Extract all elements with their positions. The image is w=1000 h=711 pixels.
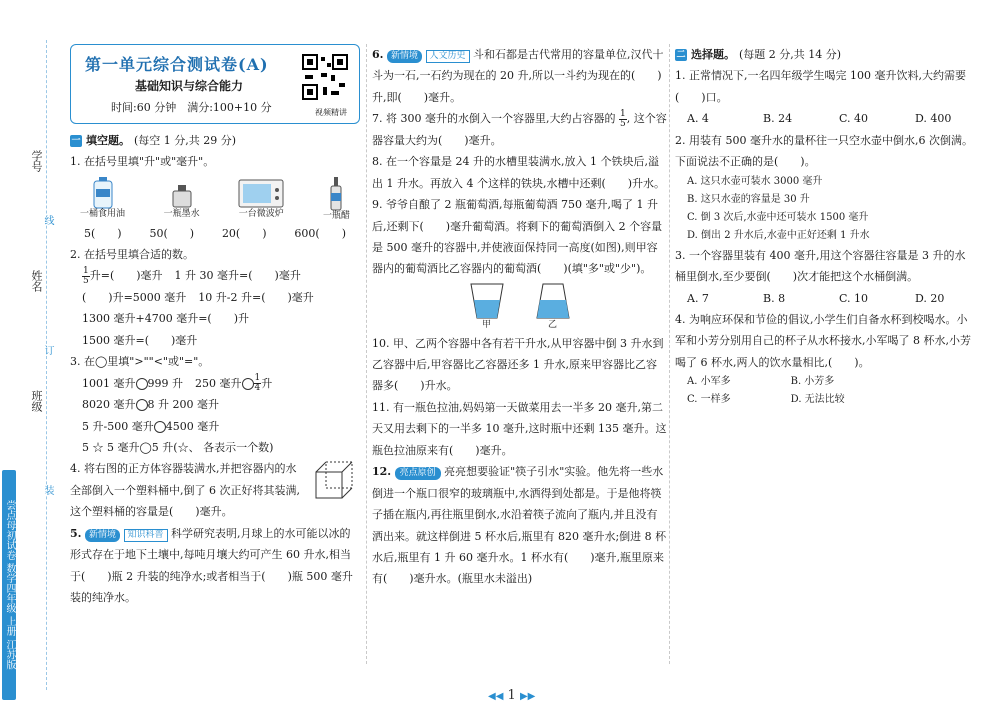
options-row <box>675 108 975 129</box>
microwave-item <box>238 177 284 223</box>
qr-caption: 视频精讲 <box>315 108 347 117</box>
item-label: 一瓶醋 <box>322 210 350 221</box>
topic-tag: 知识科普 <box>124 529 168 542</box>
section-title: 填空题。 <box>86 134 130 147</box>
qr-code-icon[interactable] <box>301 53 349 101</box>
page-subtitle: 基础知识与综合能力 <box>135 79 244 93</box>
q1-items <box>70 173 360 223</box>
section-title: 选择题。 <box>691 48 735 61</box>
q3-item: 8020 毫升 8 升 200 毫升 <box>82 398 219 412</box>
answer-blank[interactable]: 5( ) <box>84 226 122 240</box>
q3-item: 250 毫升 $\frac{1}{4}$ 升 <box>195 373 273 394</box>
question-stem: 3. 在◯里填">""<"或"="。 <box>70 355 210 369</box>
section-fill-blank <box>70 130 360 151</box>
answer-blank[interactable]: 600( ) <box>294 226 346 240</box>
series-tag: 尝点母初试卷 数学四年级 上册 江苏版 <box>2 470 16 700</box>
options-list <box>675 173 975 245</box>
new-context-tag: 新情境 <box>85 529 120 542</box>
q2-row <box>70 265 360 286</box>
option-d[interactable]: D. 无法比较 <box>790 394 845 406</box>
option-b[interactable]: B. 这只水壶的容量是 30 升 <box>687 193 810 205</box>
binding-gutter <box>0 0 70 711</box>
option-d[interactable]: D. 400 <box>915 112 952 126</box>
item-label: 一台微波炉 <box>238 208 284 219</box>
option-b[interactable]: B. 24 <box>763 112 793 126</box>
glass-a: 甲 <box>469 282 505 331</box>
ink-bottle-icon <box>170 177 194 209</box>
new-context-tag: 新情境 <box>387 50 422 63</box>
q2-item: ( )升=5000 毫升 <box>82 290 187 304</box>
item-label: 一瓶墨水 <box>163 208 200 219</box>
glass-b: 乙 <box>535 282 571 331</box>
option-c[interactable]: C. 10 <box>839 291 869 305</box>
question-stem: 2. 在括号里填合适的数。 <box>70 248 194 261</box>
next-arrow-icon: ▶▶ <box>519 691 536 702</box>
question-text: 2. 用装有 500 毫升水的量杯往一只空水壶中倒水,6 次倒满。下面说法不正确的是( )。 <box>675 133 973 169</box>
q2-row <box>70 287 360 308</box>
compare-circle[interactable] <box>242 378 254 390</box>
option-c[interactable]: C. 倒 3 次后,水壶中还可装水 1500 毫升 <box>687 211 869 223</box>
answer-blank[interactable]: 50( ) <box>149 226 195 240</box>
column-left <box>70 44 360 608</box>
fraction: $\frac{1}{5}$ <box>619 108 626 129</box>
item-label: 一桶食用油 <box>80 208 126 219</box>
topic-tag: 人文历史 <box>426 50 470 63</box>
wine-glasses-figure <box>372 282 667 331</box>
option-a[interactable]: A. 4 <box>687 112 709 126</box>
option-a[interactable]: A. 7 <box>687 291 709 305</box>
question-text: 6. 新情境 人文历史 斗和石都是古代常用的容量单位,汉代十斗为一石,一石约为现在的 20 升,所以一斗约为现在的( )升,即( )毫升。 <box>372 48 664 104</box>
question-text: 8. 在一个容量是 24 升的水槽里装满水,放入 1 个铁块后,溢出 1 升水。再放入 4 个这样的铁块,水槽中还剩( )升水。 <box>372 155 666 190</box>
q1-blanks <box>70 223 360 244</box>
option-c[interactable]: C. 40 <box>839 112 869 126</box>
question-stem: 1. 在括号里填"升"或"毫升"。 <box>70 155 215 169</box>
title-box <box>70 44 360 124</box>
option-b[interactable]: B. 小芳多 <box>790 376 835 388</box>
q3-row <box>70 373 360 394</box>
microwave-icon <box>238 177 284 209</box>
section-note: (每空 1 分,共 29 分) <box>134 134 237 147</box>
answer-blank[interactable]: 20( ) <box>221 226 267 240</box>
original-tag: 亮点原创 <box>395 467 441 480</box>
option-a[interactable]: A. 这只水壶可装水 3000 毫升 <box>687 175 823 187</box>
fraction: $\frac{1}{5}$ <box>83 265 89 286</box>
name-label: 姓名 <box>30 270 43 292</box>
question-text: 3. 一个容器里装有 400 毫升,用这个容器往容量是 3 升的水桶里倒水,至少要倒( )次才能把这个水桶倒满。 <box>675 248 966 284</box>
bind-mark: 订 <box>42 345 53 355</box>
container-a-icon <box>469 282 505 320</box>
section-multiple-choice <box>675 44 975 65</box>
column-middle <box>372 44 667 590</box>
options-list <box>675 373 975 409</box>
compare-circle[interactable] <box>136 399 148 411</box>
q2-item: 1 升 30 毫升=( )毫升 <box>174 269 301 283</box>
section-number: 一 <box>71 135 81 146</box>
option-a[interactable]: A. 小军多 <box>687 376 731 388</box>
option-d[interactable]: D. 20 <box>915 291 945 305</box>
q3-item: 5 ☆ 5 毫升◯5 升(☆、 各表示一个数) <box>82 440 274 454</box>
section-number: 二 <box>676 49 686 60</box>
oil-bucket-item <box>80 177 125 223</box>
option-d[interactable]: D. 倒出 2 升水后,水壶中正好还剩 1 升水 <box>687 229 870 241</box>
question-text: 4. 为响应环保和节俭的倡议,小学生们自备水杯到校喝水。小军和小芳分别用自己的杯子从水杯接水,小军喝了 8 杯水,小芳喝了 6 杯水,两人的饮水量相比,( )。 <box>675 312 971 369</box>
q2-item: 1300 毫升+4700 毫升=( )升 <box>82 312 249 326</box>
class-label: 班级 <box>30 390 43 412</box>
vinegar-bottle-item <box>323 177 350 223</box>
q2-item: $\frac{1}{5}$ 升=( )毫升 <box>83 265 163 286</box>
bind-mark: 装 <box>42 485 53 495</box>
question-text: 4. 将右图的正方体容器装满水,并把容器内的水全部倒入一个塑料桶中,倒了 6 次正好将其装满,这个塑料桶的容量是( )毫升。 <box>70 462 300 519</box>
question-text: 9. 爷爷自酿了 2 瓶葡萄酒,每瓶葡萄酒 750 毫升,喝了 1 升后,还剩下( )毫升葡萄酒。将剩下的葡萄酒倒入 2 个容量是 500 毫升的容器中,并使液面保持同一高度(如图),则甲容器内的葡萄酒比乙容器内的葡萄酒( )(填"多"或"少")。 <box>372 198 663 276</box>
column-divider <box>669 44 670 664</box>
question-text: 12. 亮点原创 亮亮想要验证"筷子引水"实验。他先将一些水倒进一个瓶口很窄的玻璃瓶中,水洒得到处都是。于是他将筷子插在瓶内,再往瓶里倒水,水沿着筷子流向了瓶内,并且没有洒出来。就这样倒进 5 杯水后,瓶里有 820 毫升水;倒进 8 杯水后,瓶里有 1 升 60 毫升水。1 杯水有( )毫升,瓶里原来有( )毫升水。(瓶里水未溢出) <box>372 465 667 586</box>
exam-meta: 时间:60 分钟 满分:100+10 分 <box>111 101 272 114</box>
vinegar-bottle-icon <box>328 177 344 211</box>
cube-container-icon <box>312 458 360 506</box>
question-text: 11. 有一瓶色拉油,妈妈第一天做菜用去一半多 20 毫升,第二天又用去剩下的一半多 10 毫升,这时瓶中还剩 135 毫升。这瓶色拉油原来有( )毫升。 <box>372 400 667 457</box>
student-id-label: 学号 <box>30 150 43 172</box>
container-b-icon <box>535 282 571 320</box>
question-text: 10. 甲、乙两个容器中各有若干升水,从甲容器中倒 3 升水到乙容器中后,甲容器比乙容器还多 1 升水,原来甲容器比乙容器多( )升水。 <box>372 336 664 393</box>
ink-bottle-item <box>164 177 200 223</box>
column-divider <box>366 44 367 664</box>
q3-item: 1001 毫升 999 升 <box>82 376 183 390</box>
fraction: $\frac{1}{4}$ <box>254 373 261 394</box>
q2-item: 1500 毫升=( )毫升 <box>82 333 198 347</box>
option-b[interactable]: B. 8 <box>763 291 786 305</box>
oil-bucket-icon <box>91 177 115 209</box>
options-row <box>675 288 975 309</box>
q3-item: 5 升-500 毫升 4500 毫升 <box>82 419 220 433</box>
section-note: (每题 2 分,共 14 分) <box>739 48 842 61</box>
question-text: 5. 新情境 知识科普 科学研究表明,月球上的水可能以冰的形式存在于地下土壤中,每吨月壤大约可产生 60 升水,相当于( )瓶 2 升装的纯净水;或者相当于( )瓶 500 毫升装的纯净水。 <box>70 526 353 604</box>
question-text: 1. 正常情况下,一名四年级学生喝完 100 毫升饮料,大约需要( )口。 <box>675 69 966 104</box>
page-title: 第一单元综合测试卷(A) <box>85 55 269 74</box>
compare-circle[interactable] <box>136 378 148 390</box>
column-right <box>675 44 975 409</box>
prev-arrow-icon: ◀◀ <box>488 691 504 702</box>
bind-mark: 线 <box>42 215 53 225</box>
option-c[interactable]: C. 一样多 <box>687 394 731 406</box>
question-text: 7. 将 300 毫升的水倒入一个容器里,大约占容器的 $\frac{1}{5}$ , 这个容器容量大约为( )毫升。 <box>372 108 667 147</box>
q4-block <box>70 458 360 522</box>
binding-line <box>46 40 47 690</box>
page-number: ◀◀ 1 ▶▶ <box>488 688 536 703</box>
q2-item: 10 升-2 升=( )毫升 <box>198 290 314 304</box>
compare-circle[interactable] <box>154 421 166 433</box>
